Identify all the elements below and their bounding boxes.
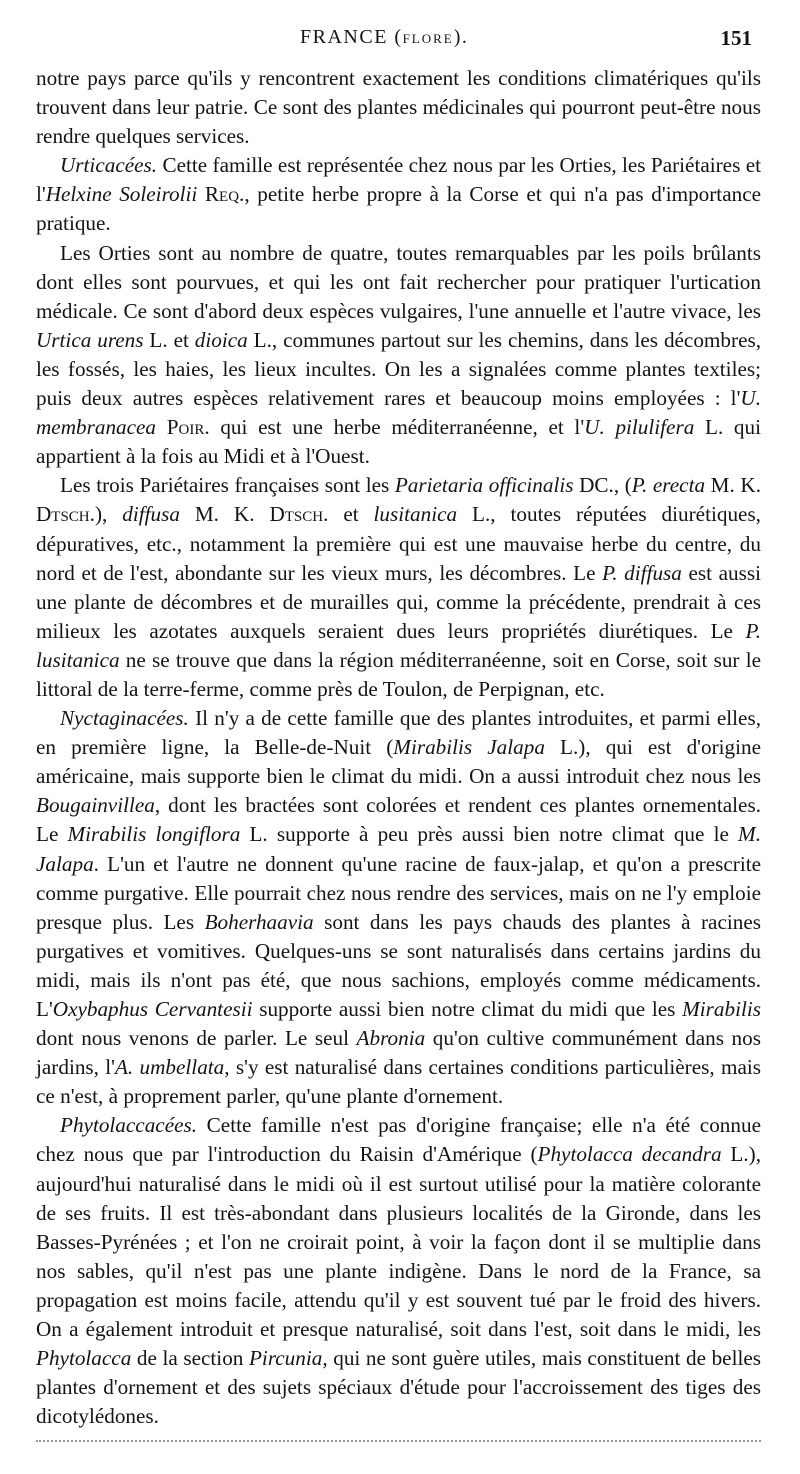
text-run: ne se trouve que dans la région méditerranéenne, soit en Corse, soit sur le littoral de la terre-ferme, comme près de Toulon, de Perpignan, etc.	[36, 647, 761, 701]
text-run: L.), qui est d'origine américaine, mais supporte bien le climat du midi. On a aussi introduit chez nous les	[36, 735, 761, 789]
text-run: L., toutes réputées diurétiques, dépuratives, etc., notamment la première qui est une mauvaise herbe du centre, du nord et de l'est, abondante sur les vieux murs, les décombres. Le	[36, 502, 761, 585]
text-run: Cette famille n'est pas d'origine française; elle n'a été connue chez nous que par l'introduction du Raisin d'Amérique (	[36, 1113, 761, 1167]
paragraph	[36, 1111, 761, 1431]
author-abbreviation: Poir.	[166, 415, 210, 440]
text-run: L. supporte à peu près aussi bien notre climat que le	[240, 822, 739, 847]
running-title-subtitle: FLORE	[402, 31, 454, 46]
italic-term: P. erecta	[631, 473, 706, 498]
italic-term: Phytolaccacées.	[60, 1113, 198, 1138]
italic-term: Mirabilis Jalapa	[393, 735, 545, 760]
running-title	[300, 26, 468, 49]
italic-term: dioica	[194, 327, 248, 352]
text-run: DC., (	[573, 473, 632, 498]
text-run: . L'un et l'autre ne donnent qu'une racine de faux-jalap, et qu'on a prescrite comme purgative. Elle pourrait chez nous rendre des services, mais on ne l'y emploie presque plus. Les	[36, 851, 761, 934]
paragraph	[36, 471, 761, 704]
running-title-main: FRANCE (	[300, 26, 403, 48]
author-abbreviation: Dtsch.	[36, 502, 95, 527]
italic-term: diffusa	[122, 502, 180, 527]
italic-term: Urtica urens	[36, 327, 144, 352]
italic-term: Bougainvillea	[36, 793, 155, 818]
text-run: L., communes partout sur les chemins, dans les décombres, les fossés, les haies, les lieux incultes. On les a signalées comme plantes textiles; puis deux autres espèces relativement rares et beaucoup moins employées : l'	[36, 327, 762, 411]
text-run	[156, 415, 167, 439]
text-run: de la section	[131, 1346, 249, 1371]
italic-term: Parietaria officinalis	[394, 473, 574, 498]
text-run: L.), aujourd'hui naturalisé dans le midi où il est surtout utilisé pour la matière colorante de ses fruits. Il est très-abondant dans plusieurs localités de la Gironde, dans les Basses-Pyrénées ; et l'on ne croirait point, à voir la façon dont il se multiplie dans nos sables, qu'il n'est pas une plante indigène. Dans le nord de la France, sa propagation est moins facile, attendu qu'il y est souvent tué par le froid des hivers. On a également introduit et presque naturalisé, soit dans l'est, soit dans le midi, les	[36, 1142, 761, 1342]
italic-term: U. pilulifera	[584, 415, 695, 440]
italic-term: A. umbellata	[114, 1055, 225, 1080]
paragraph	[36, 239, 761, 472]
text-run: et	[328, 502, 374, 527]
italic-term: Pircunia	[248, 1346, 323, 1371]
paragraph	[36, 64, 761, 151]
text-run: M. K.	[179, 502, 270, 527]
italic-term: Mirabilis longiflora	[67, 822, 241, 847]
text-run: , qui ne sont guère utiles, mais constituent de belles plantes d'ornement et des sujets spéciaux d'étude pour l'accroissement des tiges des dicotylédones.	[36, 1346, 761, 1429]
text-run: Cette famille est représentée chez nous par les Orties, les Pariétaires et l'	[36, 153, 761, 207]
italic-term: Helxine Soleirolii	[45, 182, 198, 207]
text-run: Les trois Pariétaires françaises sont les	[60, 473, 395, 498]
footer-dotted-rule	[36, 1440, 761, 1442]
text-run: L. et	[143, 327, 195, 352]
running-header	[0, 26, 800, 56]
text-run	[197, 182, 205, 206]
paragraph	[36, 704, 761, 1111]
text-run: est aussi une plante de décombres et de murailles qui, comme la précédente, prendrait à ces milieux les azotates auxquels seraient dues leurs propriétés diurétiques. Le	[36, 560, 761, 643]
italic-term: Oxybaphus Cervantesii	[52, 997, 253, 1021]
italic-term: M. Jalapa	[36, 822, 761, 876]
text-run: ),	[94, 502, 123, 527]
italic-term: Mirabilis	[682, 997, 761, 1021]
italic-term: Phytolacca	[36, 1346, 132, 1371]
text-run: M. K.	[705, 473, 762, 498]
italic-term: Phytolacca decandra	[537, 1142, 722, 1167]
text-run: Il n'y a de cette famille que des plantes introduites, et parmi elles, en première ligne, la Belle-de-Nuit (	[36, 706, 761, 760]
text-run: , petite herbe propre à la Corse et qui n'a pas d'importance pratique.	[36, 182, 762, 236]
page-number: 151	[720, 26, 752, 50]
italic-term: Nyctaginacées.	[60, 706, 189, 731]
italic-term: Abronia	[356, 1026, 426, 1051]
text-run: qu'on cultive communément dans nos jardins, l'	[36, 1026, 761, 1080]
italic-term: Boherhaavia	[204, 909, 314, 934]
text-run: L. qui appartient à la fois au Midi et à l'Ouest.	[36, 415, 761, 469]
text-run: dont nous venons de parler. Le seul	[36, 1026, 357, 1051]
italic-term: P. diffusa	[602, 560, 682, 585]
text-run: , dont les bractées sont colorées et rendent ces plantes ornementales. Le	[36, 793, 761, 847]
author-abbreviation: Req.	[204, 182, 245, 207]
italic-term: U. membranacea	[36, 386, 761, 440]
text-run: sont dans les pays chauds des plantes à racines purgatives et vomitives. Quelques-uns se sont naturalisés dans certains jardins du midi, mais ils n'ont pas été, que nous sachions, employés comme médicaments. L'	[36, 909, 761, 1021]
italic-term: P. lusitanica	[36, 618, 761, 672]
body-text	[36, 64, 761, 1431]
text-run: , s'y est naturalisé dans certaines conditions particulières, mais ce n'est, à proprement parler, qu'une plante d'ornement.	[36, 1055, 761, 1109]
text-run: supporte aussi bien notre climat du midi que les	[252, 997, 683, 1021]
italic-term: Urticacées.	[60, 153, 158, 178]
text-run: qui est une herbe méditerranéenne, et l'	[209, 415, 585, 440]
italic-term: lusitanica	[373, 502, 458, 527]
paragraph	[36, 151, 761, 238]
text-run: notre pays parce qu'ils y rencontrent exactement les conditions climatériques qu'ils trouvent dans leur patrie. Ce sont des plantes médicinales qui pourront peut-être nous rendre quelques services.	[36, 66, 761, 149]
running-title-close: ).	[453, 26, 469, 48]
author-abbreviation: Dtsch.	[269, 502, 329, 527]
text-run: Les Orties sont au nombre de quatre, toutes remarquables par les poils brûlants dont elles sont pourvues, et qui les ont fait rechercher pour pratiquer l'urtication médicale. Ce sont d'abord deux espèces vulgaires, l'une annuelle et l'autre vivace, les	[36, 240, 761, 323]
